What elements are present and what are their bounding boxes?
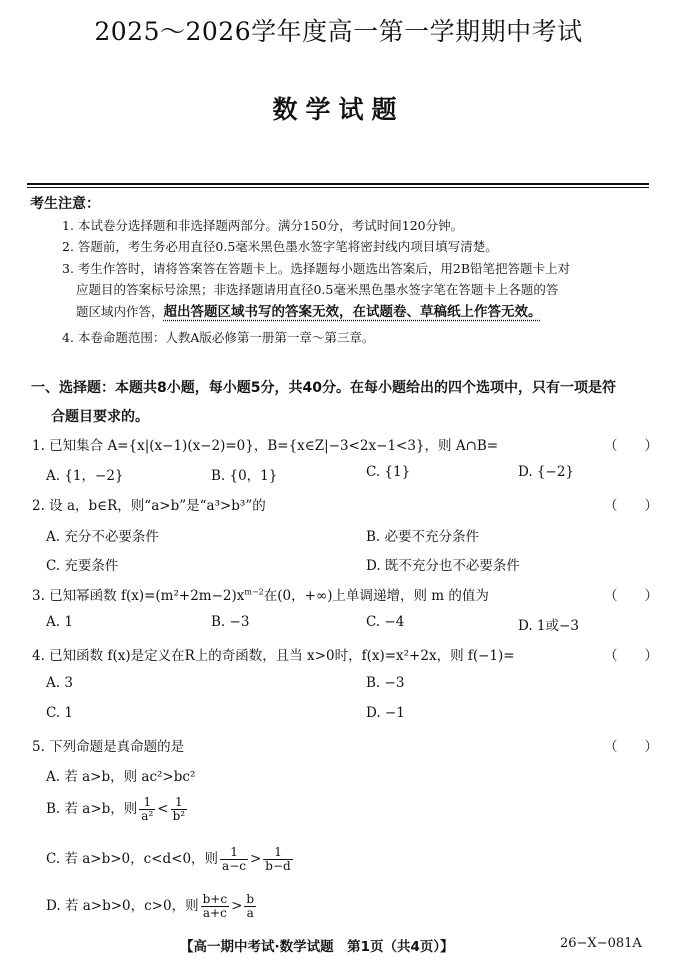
question-4-option-b: B. −3 (366, 675, 405, 691)
notice-emphasis: 超出答题区域书写的答案无效，在试题卷、草稿纸上作答无效。 (163, 304, 542, 320)
question-5-option-d (46, 893, 258, 920)
paper-code: 26−X−081A (560, 936, 642, 951)
comparison-operator: < (157, 801, 169, 817)
fraction (244, 893, 256, 920)
fraction-denominator: a−c (222, 859, 246, 873)
comparison-operator: > (231, 898, 243, 914)
question-3-stem-pre: 3. 已知幂函数 f(x)=(m²+2m−2)x (32, 588, 245, 604)
exam-subtitle: 数学试题 (272, 95, 405, 124)
question-2-stem: 2. 设 a，b∈R，则“a>b”是“a³>b³”的 (32, 498, 266, 514)
question-1-option-c: C. {1} (366, 464, 411, 480)
fraction-denominator: b² (172, 809, 186, 823)
question-2-option-c: C. 充要条件 (46, 558, 119, 574)
question-5-option-d-text: D. 若 a>b>0，c>0，则 (46, 898, 199, 914)
question-2-option-a: A. 充分不必要条件 (46, 529, 159, 545)
question-3-option-d: D. 1或−3 (518, 618, 579, 634)
question-1-option-a: A. {1，−2} (46, 468, 124, 484)
notice-item-3: 3. 考生作答时，请将答案答在答题卡上。选择题每小题选出答案后，用2B铅笔把答题卡上对 (62, 261, 571, 276)
question-1-option-d: D. {−2} (518, 464, 575, 480)
question-2-answer-paren: （ ） (604, 498, 658, 514)
fraction-numerator: b (246, 892, 255, 906)
fraction-denominator: a² (141, 809, 154, 823)
notice-item-3-cont2 (76, 301, 542, 323)
fraction (201, 893, 229, 920)
page-footer: 【高一期中考试·数学试题 第1页（共4页）】 (180, 939, 454, 955)
divider-thin (27, 187, 649, 188)
section-heading (31, 374, 651, 432)
notice-item-2: 2. 答题前，考生务必用直径0.5毫米黑色墨水签字笔将密封线内项目填写清楚。 (62, 239, 498, 254)
section-heading-line1: 一、选择题：本题共8小题，每小题5分，共40分。在每小题给出的四个选项中，只有一项是符 (31, 380, 616, 396)
fraction-denominator: b−d (265, 859, 291, 873)
question-5-option-c (46, 846, 295, 873)
notice-item-3-cont: 应题目的答案标号涂黑；非选择题请用直径0.5毫米黑色墨水签字笔在答题卡上各题的答 (76, 282, 559, 297)
question-5-option-b (46, 796, 189, 823)
fraction-denominator: a+c (202, 906, 227, 920)
notice-heading: 考生注意： (30, 196, 100, 212)
question-5-option-b-text: B. 若 a>b，则 (46, 801, 138, 817)
fraction (220, 846, 248, 873)
question-5-answer-paren: （ ） (604, 739, 658, 755)
question-5-stem: 5. 下列命题是真命题的是 (32, 739, 185, 755)
question-3-option-c: C. −4 (366, 614, 405, 630)
question-3-option-a: A. 1 (46, 614, 73, 630)
question-4-option-c: C. 1 (46, 705, 74, 721)
question-1-option-b: B. {0，1} (211, 468, 278, 484)
section-heading-line2: 合题目要求的。 (51, 409, 149, 425)
question-2-option-b: B. 必要不充分条件 (366, 529, 480, 545)
question-3-answer-paren: （ ） (604, 588, 658, 604)
notice-item-3-text: 题区域内作答， (76, 304, 164, 319)
fraction-denominator: a (246, 906, 254, 920)
fraction-numerator: 1 (220, 846, 248, 860)
question-1-answer-paren: （ ） (604, 438, 658, 454)
question-1-stem: 1. 已知集合 A={x|(x−1)(x−2)=0}，B={x∈Z|−3<2x−1<3}，则 A∩B= (32, 438, 499, 454)
question-4-option-d: D. −1 (366, 705, 405, 721)
question-3-exponent: m−2 (244, 587, 264, 597)
notice-item-4: 4. 本卷命题范围：人教A版必修第一册第一章～第三章。 (62, 330, 375, 345)
fraction (263, 846, 292, 873)
question-3-stem (32, 584, 489, 604)
question-5-option-a: A. 若 a>b，则 ac²>bc² (46, 769, 196, 785)
fraction-numerator: 1 (171, 796, 188, 810)
question-4-answer-paren: （ ） (604, 648, 658, 664)
question-3-stem-post: 在(0，+∞)上单调递增，则 m 的值为 (263, 588, 489, 604)
fraction-numerator: 1 (139, 796, 155, 810)
fraction (139, 796, 155, 823)
question-2-option-d: D. 既不充分也不必要条件 (366, 558, 520, 574)
fraction-numerator: 1 (263, 846, 292, 860)
question-3-option-b: B. −3 (211, 614, 250, 630)
divider-thick (27, 183, 649, 185)
fraction (171, 796, 188, 823)
question-4-stem: 4. 已知函数 f(x)是定义在R上的奇函数，且当 x>0时，f(x)=x²+2x，则 f(−1)= (32, 648, 515, 664)
notice-item-1: 1. 本试卷分选择题和非选择题两部分。满分150分，考试时间120分钟。 (62, 218, 464, 233)
question-4-option-a: A. 3 (46, 675, 73, 691)
question-5-option-c-text: C. 若 a>b>0，c<d<0，则 (46, 851, 219, 867)
exam-title: 2025～2026学年度高一第一学期期中考试 (94, 17, 583, 46)
fraction-numerator: b+c (202, 892, 228, 906)
comparison-operator: > (249, 851, 262, 867)
